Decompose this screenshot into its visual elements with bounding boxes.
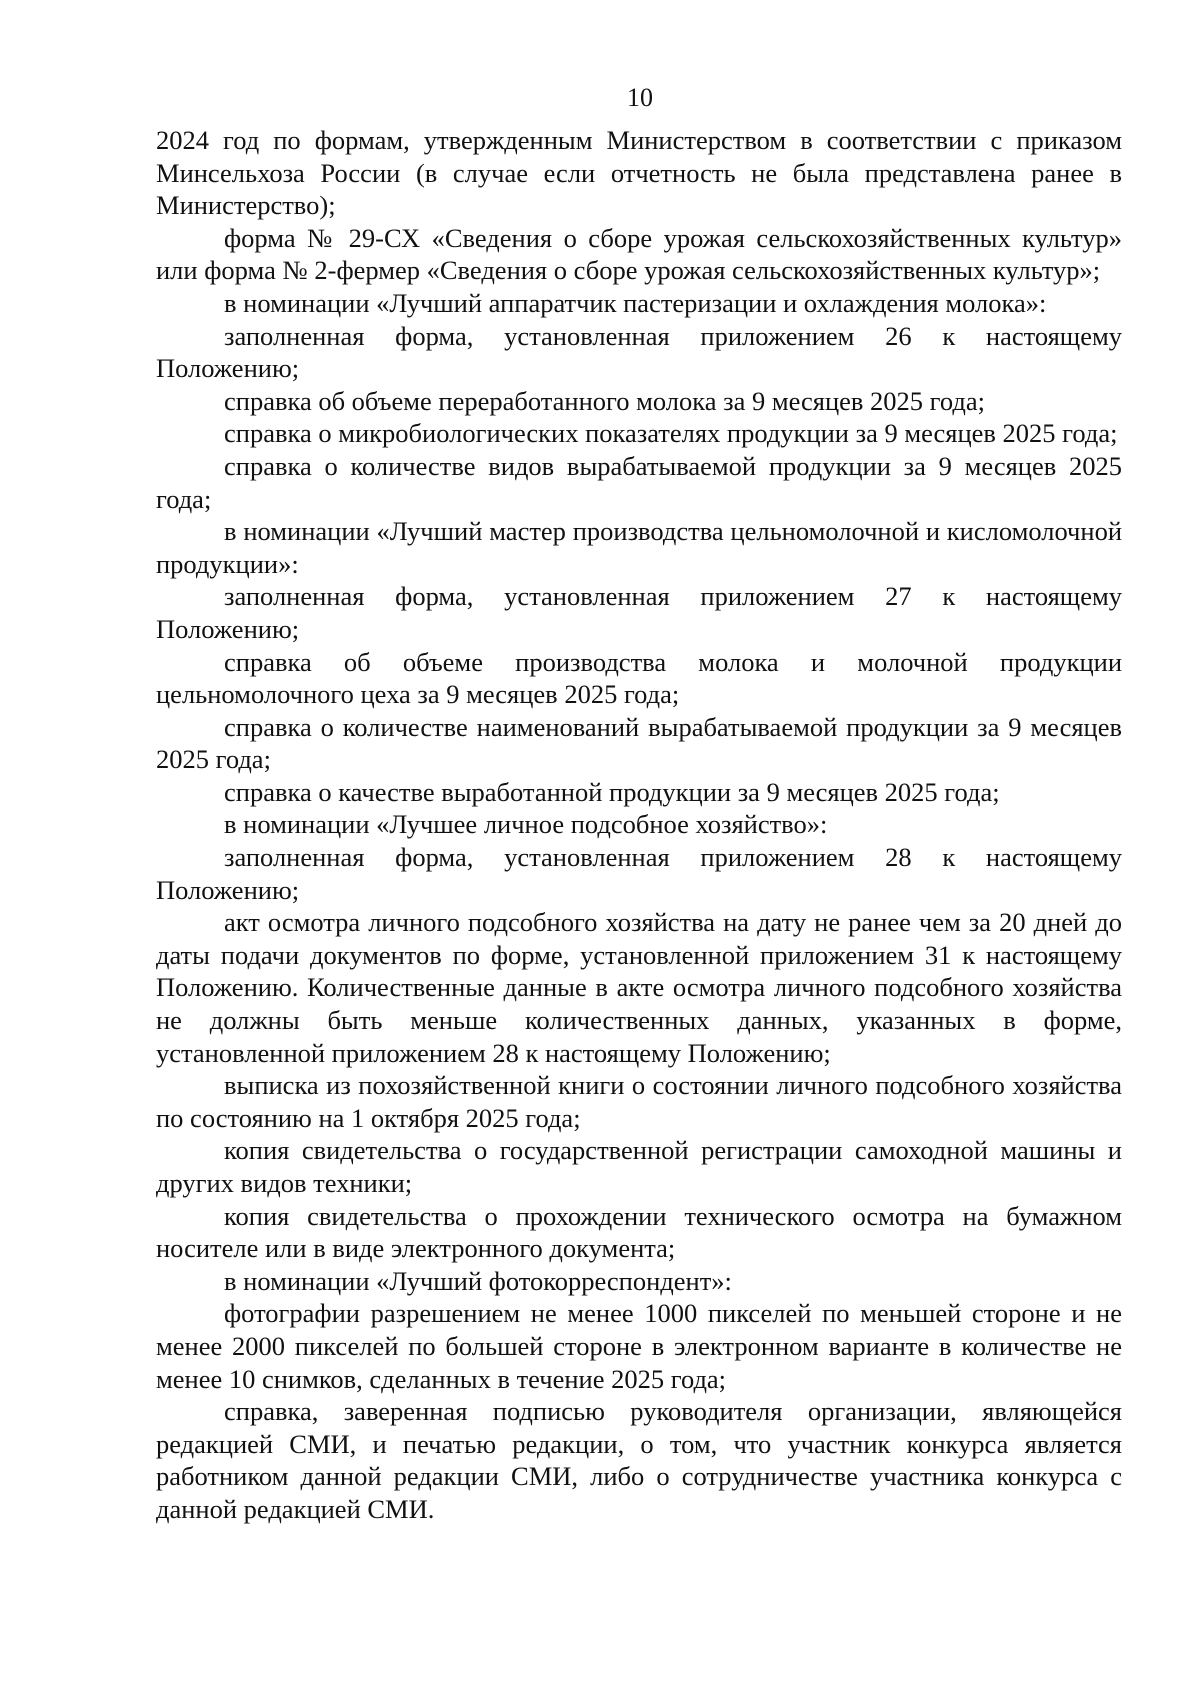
- paragraph-form-appendix-28: заполненная форма, установленная приложением 28 к настоящему Положению;: [156, 842, 1122, 905]
- page-number: 10: [627, 83, 653, 112]
- paragraph-media-certificate: справка, заверенная подписью руководителя организации, являющейся редакцией СМИ, и печатью редакции, о том, что участник конкурса является работником данной редакции СМИ, либо о сотрудничестве участника конкурса с данной редакцией СМИ.: [156, 1396, 1122, 1524]
- paragraph-household-book-extract: выписка из похозяйственной книги о состоянии личного подсобного хозяйства по состоянию на 1 октября 2025 года;: [156, 1070, 1122, 1133]
- document-body: [156, 124, 1122, 1526]
- paragraph-production-volume: справка об объеме производства молока и молочной продукции цельномолочного цеха за 9 месяцев 2025 года;: [156, 646, 1122, 710]
- paragraph-photographs: фотографии разрешением не менее 1000 пикселей по меньшей стороне и не менее 2000 пикселей по большей стороне в электронном варианте в количестве не менее 10 снимков, сделанных в течение 2025 года;: [156, 1298, 1122, 1394]
- paragraph-machine-registration: копия свидетельства о государственной регистрации самоходной машины и других видов техники;: [156, 1135, 1122, 1198]
- paragraph-form-29-sh: форма № 29-СХ «Сведения о сборе урожая сельскохозяйственных культур» или форма № 2-фермер «Сведения о сборе урожая сельскохозяйственных культур»;: [156, 222, 1122, 286]
- paragraph-product-types: справка о количестве видов вырабатываемой продукции за 9 месяцев 2025 года;: [156, 450, 1122, 514]
- paragraph-technical-inspection: копия свидетельства о прохождении технического осмотра на бумажном носителе или в виде электронного документа;: [156, 1200, 1122, 1264]
- paragraph-nomination-pasteurization: в номинации «Лучший аппаратчик пастеризации и охлаждения молока»:: [224, 287, 1047, 318]
- paragraph-nomination-photo: в номинации «Лучший фотокорреспондент»:: [224, 1265, 732, 1296]
- paragraph-nomination-master: в номинации «Лучший мастер производства цельномолочной и кисломолочной продукции»:: [156, 516, 1122, 579]
- paragraph-product-names: справка о количестве наименований вырабатываемой продукции за 9 месяцев 2025 года;: [156, 711, 1122, 775]
- paragraph-milk-processed: справка об объеме переработанного молока за 9 месяцев 2025 года;: [224, 385, 985, 416]
- paragraph-product-quality: справка о качестве выработанной продукции за 9 месяцев 2025 года;: [224, 776, 1000, 807]
- paragraph-form-appendix-27: заполненная форма, установленная приложением 27 к настоящему Положению;: [156, 581, 1122, 644]
- paragraph-microbiology: справка о микробиологических показателях продукции за 9 месяцев 2025 года;: [224, 418, 1118, 449]
- paragraph-inspection-act: акт осмотра личного подсобного хозяйства на дату не ранее чем за 20 дней до даты подачи документов по форме, установленной приложением 31 к настоящему Положению. Количественные данные в акте осмотра личного подсобного хозяйства не должны быть меньше количественных данных, указанных в форме, установленной приложением 28 к настоящему Положению;: [156, 907, 1122, 1068]
- paragraph-form-appendix-26: заполненная форма, установленная приложением 26 к настоящему Положению;: [156, 320, 1122, 384]
- paragraph-nomination-household: в номинации «Лучшее личное подсобное хозяйство»:: [224, 809, 828, 840]
- paragraph-continuation: 2024 год по формам, утвержденным Министерством в соответствии с приказом Минсельхоза России (в случае если отчетность не была представлена ранее в Министерство);: [156, 125, 1122, 221]
